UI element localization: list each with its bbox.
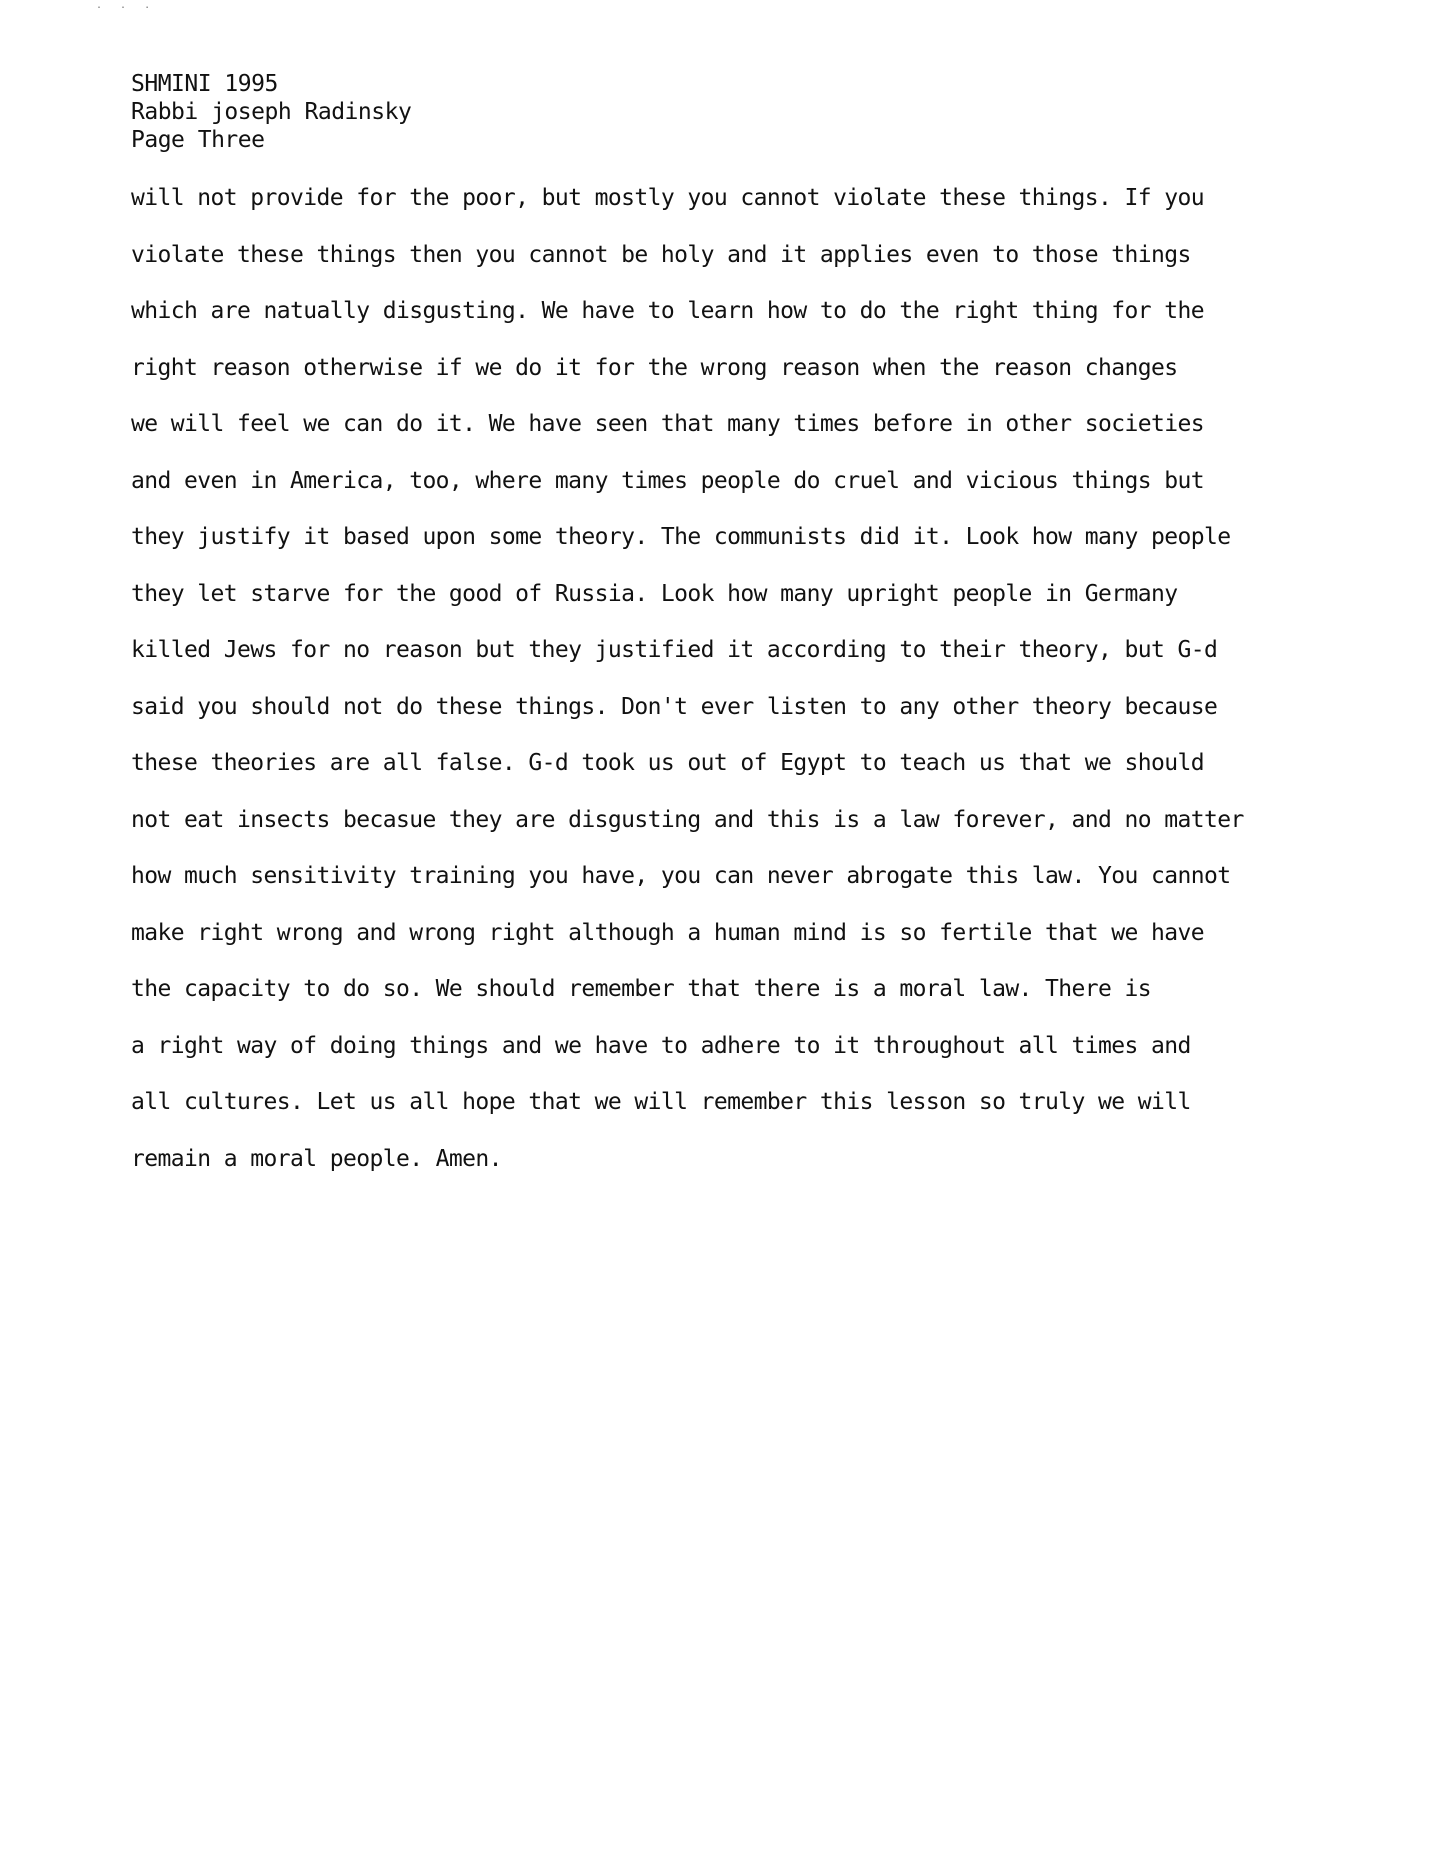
body-line: remain a moral people. Amen. bbox=[131, 1145, 502, 1172]
body-line: we will feel we can do it. We have seen that many times before in other societies bbox=[131, 411, 1205, 437]
body-line: will not provide for the poor, but mostly you cannot violate these things. If you bbox=[131, 185, 1205, 211]
body-line: make right wrong and wrong right although a human mind is so fertile that we have bbox=[131, 919, 1205, 946]
document-header bbox=[131, 70, 411, 154]
body-line: how much sensitivity training you have, you can never abrogate this law. You cannot bbox=[131, 863, 1231, 889]
body-line: not eat insects becasue they are disgusting and this is a law forever, and no matter bbox=[131, 806, 1244, 833]
body-line: these theories are all false. G-d took us out of Egypt to teach us that we should bbox=[131, 750, 1205, 776]
document-body bbox=[131, 182, 1244, 1199]
body-line: and even in America, too, where many times people do cruel and vicious things but bbox=[131, 467, 1205, 494]
body-line: a right way of doing things and we have to adhere to it throughout all times and bbox=[131, 1032, 1191, 1059]
header-page-number: Page Three bbox=[131, 127, 265, 153]
body-line: they let starve for the good of Russia. Look how many upright people in Germany bbox=[131, 580, 1178, 607]
scan-specks: . . . bbox=[96, 0, 157, 11]
body-line: violate these things then you cannot be holy and it applies even to those things bbox=[131, 241, 1191, 268]
body-line: said you should not do these things. Don't ever listen to any other theory because bbox=[131, 693, 1218, 720]
header-title: SHMINI 1995 bbox=[131, 71, 278, 97]
body-line: all cultures. Let us all hope that we will remember this lesson so truly we will bbox=[131, 1089, 1191, 1115]
body-line: which are natually disgusting. We have to learn how to do the right thing for the bbox=[131, 298, 1205, 324]
body-line: the capacity to do so. We should remember that there is a moral law. There is bbox=[131, 976, 1152, 1002]
body-line: they justify it based upon some theory. The communists did it. Look how many people bbox=[131, 524, 1231, 550]
body-line: killed Jews for no reason but they justified it according to their theory, but G-d bbox=[131, 637, 1218, 663]
body-line: right reason otherwise if we do it for the wrong reason when the reason changes bbox=[131, 354, 1178, 381]
header-author: Rabbi joseph Radinsky bbox=[131, 99, 412, 125]
